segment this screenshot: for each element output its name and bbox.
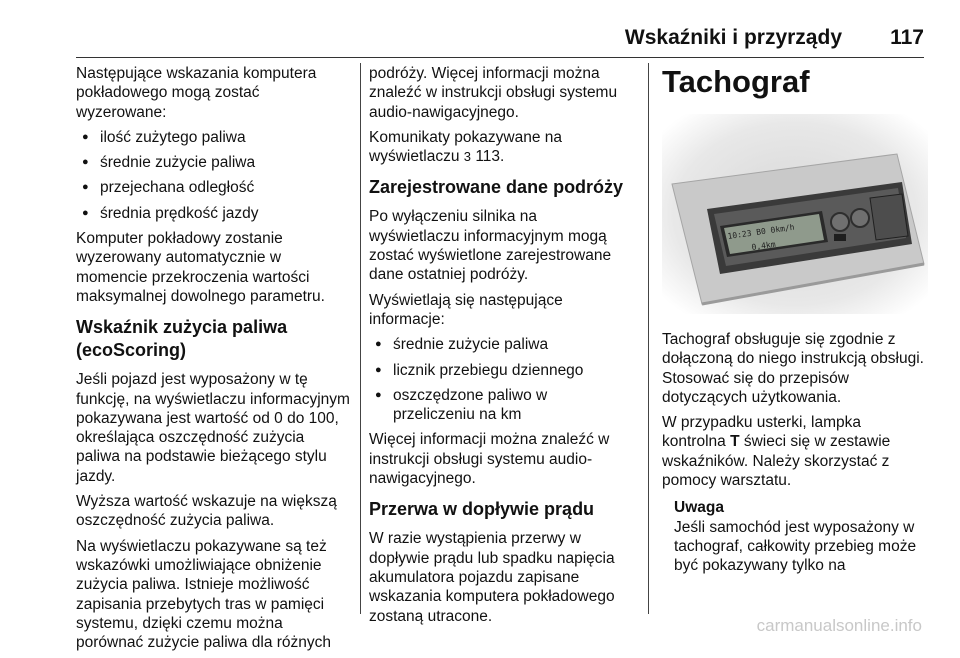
note-box	[674, 498, 928, 575]
tachograph-warning-symbol-icon: T	[730, 433, 740, 451]
eco-heading: Wskaźnik zużycia paliwa (ecoScoring)	[76, 317, 288, 361]
column-divider-1	[360, 63, 361, 614]
header-divider	[76, 57, 924, 58]
continuation-text: podróży. Więcej informacji można znaleźć w instrukcji obsługi systemu audio-nawigacyjnego.	[369, 65, 618, 121]
page-ref-arrow-icon: 3	[463, 149, 471, 165]
list-item: ● oszczędzone paliwo w przeliczeniu na km	[369, 386, 631, 425]
list-item: ● średnia prędkość jazdy	[76, 204, 352, 223]
tachograph-display-line-2: 0,4km	[751, 239, 777, 252]
tachograph-p2-after: świeci się w zestawie wskaźników. Należy skorzystać z pomocy warsztatu.	[662, 433, 891, 490]
auto-reset-text: Komputer pokładowy zostanie wyzerowany automatycznie w momencie przekroczenia wartości maksymalnej dowolnego parametru.	[76, 230, 325, 305]
tachograph-button-icon	[851, 209, 869, 227]
column-3	[662, 64, 928, 576]
list-item: ● licznik przebiegu dziennego	[369, 361, 631, 380]
messages-text: Komunikaty pokazywane na wyświetlaczu	[369, 128, 563, 166]
eco-paragraph-3: Na wyświetlaczu pokazywane są też wskazówki umożliwiające obniżenie zużycia paliwa. Istnieje możliwość zapisania przebytych tras w pamięci systemu, dzięki czemu można porównać zużycie paliwa dla różnych	[76, 537, 332, 652]
saved-data-heading: Zarejestrowane dane podróży	[369, 177, 624, 198]
note-text: Jeśli samochód jest wyposażony w tachograf, całkowity przebieg może być pokazywany tylko na	[674, 518, 917, 575]
tachograph-heading: Tachograf	[662, 64, 810, 99]
tachograph-illustration-icon	[662, 114, 928, 314]
watermark: carmanualsonline.info	[756, 616, 922, 635]
eco-paragraph-2: Wyższa wartość wskazuje na większą oszczędność zużycia paliwa.	[76, 493, 337, 530]
list-item: ● ilość zużytego paliwa	[76, 128, 352, 147]
tachograph-display-line-1: 10:23 B0 0km/h	[727, 222, 796, 241]
saved-paragraph-3: Więcej informacji można znaleźć w instrukcji obsługi systemu audio-nawigacyjnego.	[369, 431, 610, 488]
page-header	[0, 26, 960, 56]
tachograph-p2-before: W przypadku usterki, lampka kontrolna	[662, 414, 861, 451]
saved-list	[369, 335, 631, 424]
tachograph-paragraph-2	[662, 413, 928, 490]
power-paragraph: W razie wystąpienia przerwy w dopływie prądu lub spadku napięcia akumulatora pojazdu zapisane wskazania komputera pokładowego zostaną utracone.	[369, 530, 615, 625]
note-title: Uwaga	[674, 499, 724, 517]
power-heading: Przerwa w dopływie prądu	[369, 499, 595, 520]
reset-intro: Następujące wskazania komputera pokładowego mogą zostać wyzerowane:	[76, 65, 317, 121]
tachograph-paragraph-1: Tachograf obsługuje się zgodnie z dołączoną do niego instrukcją obsługi. Stosować się do przepisów dotyczących użytkowania.	[662, 331, 924, 406]
header-title: Wskaźniki i przyrządy	[624, 26, 842, 49]
tachograph-button-icon	[831, 213, 849, 231]
tachograph-figure	[662, 114, 928, 314]
column-2	[369, 64, 631, 632]
messages-reference	[369, 128, 631, 167]
saved-paragraph-1: Po wyłączeniu silnika na wyświetlaczu informacyjnym mogą zostać wyświetlone zarejestrowane dane ostatniej podróży.	[369, 208, 612, 284]
column-divider-2	[648, 63, 649, 614]
list-item: ● średnie zużycie paliwa	[369, 335, 631, 354]
list-item: ● średnie zużycie paliwa	[76, 153, 352, 172]
tachograph-slot-icon	[834, 234, 846, 241]
list-item: ● przejechana odległość	[76, 178, 352, 197]
reset-list	[76, 128, 352, 223]
page-number: 117	[890, 26, 924, 49]
eco-paragraph-1: Jeśli pojazd jest wyposażony w tę funkcję, na wyświetlaczu informacyjnym pokazywana jest wartość od 0 do 100, określająca oszczędność zużycia paliwa na podstawie bieżącego stylu jazdy.	[76, 371, 350, 485]
column-1	[76, 64, 352, 658]
page-reference-link[interactable]: 113.	[475, 148, 505, 166]
saved-paragraph-2: Wyświetlają się następujące informacje:	[369, 291, 563, 328]
